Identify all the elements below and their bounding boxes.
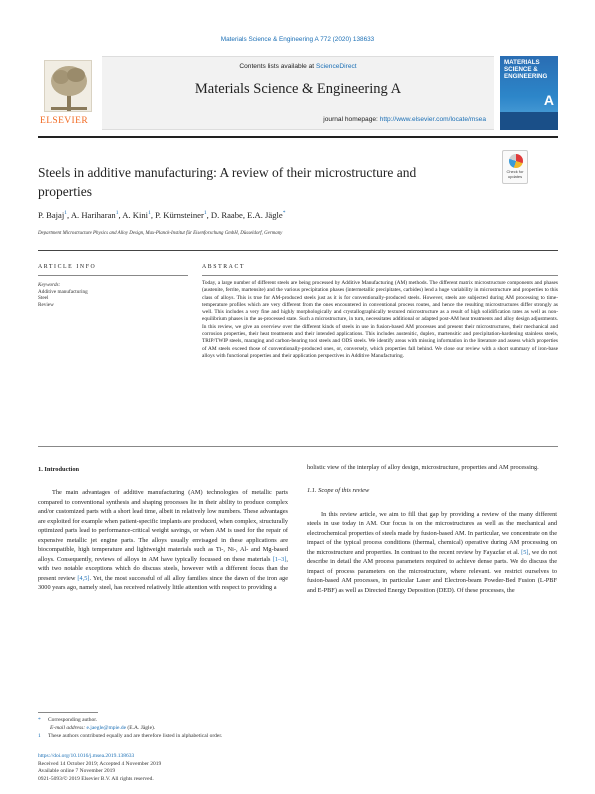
footnote-rule (38, 712, 98, 713)
publication-info (38, 753, 318, 783)
email-link[interactable]: e.jaegle@mpie.de (86, 725, 127, 732)
intro-paragraph: The main advantages of additive manufacturing (AM) technologies of metallic parts compared to conventional synthesis and shaping processes lie in their ability to produce complex and/or customized parts with a short lead time, albeit in relatively low numbers. These advantages are exploited for example when patient-specific implants are produced, when complex, structurally optimized parts lead to performance-critical weight savings, or when AM is used for the repair of expensive metallic jet engine parts. The alloys usually envisaged in these applications are biocompatible, high temperature and lightweight materials such as Ti-, Ni-, Al- and Mg-based alloys. Consequently, reviews of alloys in AM have typically focussed on these materials [1–3], with two notable exceptions which do discuss steels, however with a different focus than the present review [4,5]. Yet, the most successful of all alloy families since the dawn of the iron age 3000 years ago, namely steel, has received relatively little attention with respect to providing a (38, 489, 288, 591)
keyword: Additive manufacturing (38, 288, 88, 295)
abstract-text: Today, a large number of different steels are being processed by Additive Manufacturing (AM) methods. The different matrix microstructure components and phases (austenite, ferrite, martensite) and the various precipitation phases (intermetallic precipitates, carbides) lend a huge variability in microstructure and properties to this class of alloys. This is true for AM-produced steels just as it is for conventionally-produced steels. However, steels are subjected during AM processing to time-temperature profiles which are very different from the ones encountered in conventional process routes, and hence the resulting microstructures differ strongly as well. This includes a very fine and highly morphologically and crystallographically textured microstructure as a result of high solidification rates as well as non-equilibrium phases in the as-processed state. Such a microstructure, in turn, necessitates additional or adapted post-AM heat treatments and alloy design adjustments. In this review, we give an overview over the different kinds of steels in use in fusion-based AM processes and present their microstructures, their mechanical and corrosion properties, their heat treatments and their intended applications. This includes austenitic, duplex, martensitic and precipitation-hardening stainless steels, TRIP/TWIP steels, maraging and carbon-bearing tool steels and ODS steels. We identify areas with missing information in the literature and assess which properties of AM steels exceed those of conventionally-produced ones, or, conversely, which properties fall behind. We close our review with a short summary of iron-base alloys with functional properties and their application perspectives in Additive Manufacturing. (202, 280, 558, 359)
cover-letter: A (543, 92, 554, 108)
check-for-updates-button[interactable] (502, 150, 528, 184)
copyright: 0921-5093/© 2019 Elsevier B.V. All rights reserved. (38, 775, 154, 782)
author[interactable]: P. Kürnsteiner$^1$ (155, 210, 207, 220)
available-online: Available online 7 November 2019 (38, 768, 116, 775)
cover-band (500, 112, 558, 130)
homepage-link[interactable]: http://www.elsevier.com/locate/msea (379, 116, 486, 123)
sciencedirect-link[interactable]: ScienceDirect (315, 63, 357, 70)
section-heading-introduction: 1. Introduction (38, 466, 80, 473)
citation-link[interactable]: [5] (521, 548, 529, 556)
cover-title: MATERIALS SCIENCE & ENGINEERING (504, 59, 548, 80)
keywords-label: Keywords: (38, 282, 61, 288)
elsevier-logo[interactable] (38, 56, 98, 130)
elsevier-wordmark: ELSEVIER (40, 116, 89, 126)
homepage-label: journal homepage: (323, 116, 380, 123)
article-info-heading: ARTICLE INFO (38, 264, 97, 270)
check-for-updates-icon (509, 154, 523, 168)
journal-reference[interactable]: Materials Science & Engineering A 772 (2020) 138633 (220, 36, 375, 43)
citation-link[interactable]: [4,5] (77, 574, 90, 582)
citation-link[interactable]: [1–3] (272, 555, 287, 563)
contents-prefix: Contents lists available at (239, 63, 316, 70)
article-title: Steels in additive manufacturing: A review of their microstructure and properties (38, 165, 417, 199)
check-for-updates-label: Check for updates (506, 169, 524, 179)
paragraph-continuation: holistic view of the interplay of alloy design, microstructure, properties and AM processing. (307, 464, 539, 471)
keywords-block (38, 282, 168, 309)
footnotes (38, 716, 318, 741)
subsection-heading-scope: 1.1. Scope of this review (307, 487, 370, 495)
author[interactable]: E.A. Jägle* (247, 210, 286, 220)
journal-title: Materials Science & Engineering A (194, 81, 402, 97)
author-list: P. Bajaj$^1$, A. Hariharan$^1$, A. Kini$^1$, P. Kürnsteiner$^1$, D. Raabe, E.A. Jägle* (38, 210, 286, 220)
homepage-line (102, 116, 494, 123)
keyword: Review (38, 302, 54, 309)
journal-cover-thumbnail[interactable] (500, 56, 558, 130)
abstract-bottom-rule (38, 446, 558, 447)
right-column (307, 463, 557, 595)
masthead (38, 56, 558, 130)
author[interactable]: A. Kini$^1$ (122, 210, 151, 220)
footnote-corresponding: * Corresponding author. (38, 717, 98, 723)
footnote-email: E-mail address: e.jaegle@mpie.de (E.A. Jägle). (50, 725, 156, 732)
article-info-rule (38, 275, 188, 276)
author[interactable]: A. Hariharan$^1$ (70, 210, 119, 220)
doi-link[interactable]: https://doi.org/10.1016/j.msea.2019.138633 (38, 753, 135, 759)
abstract-heading: ABSTRACT (202, 264, 246, 270)
received-accepted: Received 14 October 2019; Accepted 4 November 2019 (38, 760, 162, 767)
keyword: Steel (38, 295, 49, 302)
contents-line (102, 63, 494, 70)
masthead-center (102, 56, 494, 130)
left-column (38, 465, 288, 592)
header-divider (38, 250, 558, 251)
abstract-rule (202, 275, 558, 276)
footnote-equal-contribution: 1 These authors contributed equally and are therefore listed in alphabetical order. (38, 733, 223, 740)
affiliation: Department Microstructure Physics and Alloy Design, Max-Planck-Institut für Eisenforschung GmbH, Düsseldorf, Germany (38, 231, 283, 236)
masthead-rule (38, 136, 558, 138)
elsevier-tree-icon (44, 60, 92, 112)
scope-paragraph: In this review article, we aim to fill that gap by providing a review of the many different steels in use today in AM. Our focus is on the microstructures as well as the mechanical and electrochemical properties of steels made by fusion-based AM. In particular, we concentrate on the impact of the typical process conditions (thermal, chemical) operative during AM processing on the microstructure and properties. In contrast to the recent review by Fayazfar et al. [5], we do not describe in detail the AM process parameters required to achieve dense parts. We do discuss the impact of process parameters on the microstructure, where relevant. we restrict ourselves to fusion-based AM processes, in particular Laser and Electron-beam Powder-Bed Fusion (L-PBF and E-PBF) as well as Directed Energy Deposition (DED). Of these processes, the (307, 510, 558, 594)
author[interactable]: P. Bajaj$^1$ (38, 210, 68, 220)
author[interactable]: D. Raabe (210, 210, 243, 220)
